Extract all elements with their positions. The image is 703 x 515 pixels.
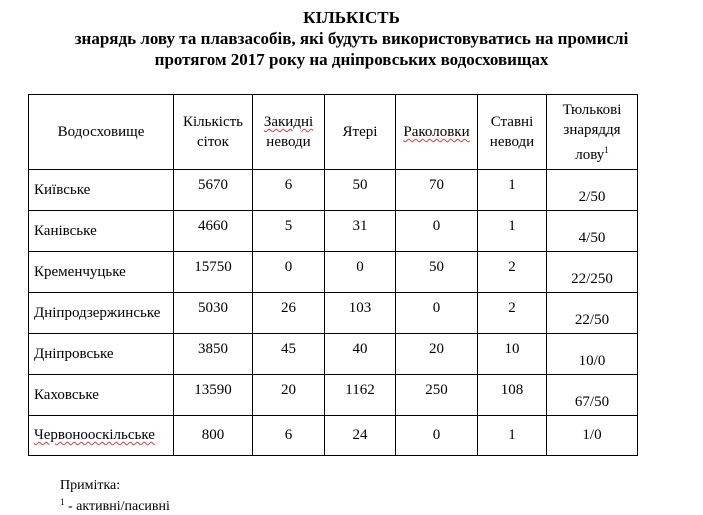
header-nets: Кількість сіток: [174, 95, 253, 170]
tyulka-value: 10/0: [547, 334, 638, 375]
fishing-gear-table: [28, 94, 638, 456]
reservoir-name: Червоноoскільське: [29, 416, 174, 456]
table-header-row: [29, 95, 638, 170]
title-line-3: протягом 2017 року на дніпровських водосховищах: [154, 50, 549, 69]
fyke-value: 1162: [325, 375, 396, 416]
header-seines: Закидні неводи: [253, 95, 325, 170]
crayfish-value: 50: [396, 252, 478, 293]
nets-value: 15750: [174, 252, 253, 293]
fixed-value: 1: [478, 170, 547, 211]
footnote-heading: Примітка:: [60, 478, 121, 493]
seines-value: 45: [253, 334, 325, 375]
nets-value: 800: [174, 416, 253, 456]
header-reservoir: Водосховище: [29, 95, 174, 170]
nets-value: 4660: [174, 211, 253, 252]
seines-value: 26: [253, 293, 325, 334]
header-crayfish: Раколовки: [396, 95, 478, 170]
seines-value: 5: [253, 211, 325, 252]
fyke-value: 50: [325, 170, 396, 211]
tyulka-value: 4/50: [547, 211, 638, 252]
reservoir-name: Дніпродзержинське: [29, 293, 174, 334]
header-fyke: Ятері: [325, 95, 396, 170]
table-row: [29, 334, 638, 375]
reservoir-name: Київське: [29, 170, 174, 211]
fixed-value: 2: [478, 293, 547, 334]
table-row: [29, 375, 638, 416]
seines-value: 6: [253, 416, 325, 456]
fixed-value: 2: [478, 252, 547, 293]
tyulka-value: 67/50: [547, 375, 638, 416]
crayfish-value: 70: [396, 170, 478, 211]
nets-value: 13590: [174, 375, 253, 416]
fyke-value: 40: [325, 334, 396, 375]
nets-value: 5030: [174, 293, 253, 334]
seines-value: 6: [253, 170, 325, 211]
crayfish-value: 0: [396, 416, 478, 456]
crayfish-value: 0: [396, 293, 478, 334]
reservoir-name: Кременчуцьке: [29, 252, 174, 293]
table-row: [29, 293, 638, 334]
header-tyulka: Тюлькові знаряддя лову$^1$: [547, 95, 638, 170]
table-row: [29, 252, 638, 293]
crayfish-value: 0: [396, 211, 478, 252]
seines-value: 0: [253, 252, 325, 293]
title-line-2: знарядь лову та плавзасобів, які будуть використовуватись на промислі: [74, 29, 629, 48]
crayfish-value: 250: [396, 375, 478, 416]
reservoir-name: Канівське: [29, 211, 174, 252]
title-line-1: КІЛЬКІСТЬ: [303, 8, 400, 27]
tyulka-value: 1/0: [547, 416, 638, 456]
fixed-value: 108: [478, 375, 547, 416]
seines-value: 20: [253, 375, 325, 416]
tyulka-value: 22/50: [547, 293, 638, 334]
table-row: [29, 416, 638, 456]
header-fixed: Ставні неводи: [478, 95, 547, 170]
fyke-value: 24: [325, 416, 396, 456]
fyke-value: 31: [325, 211, 396, 252]
table-row: [29, 170, 638, 211]
footnote: [60, 478, 170, 515]
table-row: [29, 211, 638, 252]
tyulka-value: 22/250: [547, 252, 638, 293]
fixed-value: 1: [478, 416, 547, 456]
reservoir-name: Дніпровське: [29, 334, 174, 375]
footnote-text: $^1$ - активні/пасивні: [60, 497, 170, 514]
fyke-value: 0: [325, 252, 396, 293]
document-title: [0, 7, 703, 70]
fixed-value: 10: [478, 334, 547, 375]
nets-value: 3850: [174, 334, 253, 375]
tyulka-value: 2/50: [547, 170, 638, 211]
reservoir-name: Каховське: [29, 375, 174, 416]
fyke-value: 103: [325, 293, 396, 334]
nets-value: 5670: [174, 170, 253, 211]
crayfish-value: 20: [396, 334, 478, 375]
fixed-value: 1: [478, 211, 547, 252]
